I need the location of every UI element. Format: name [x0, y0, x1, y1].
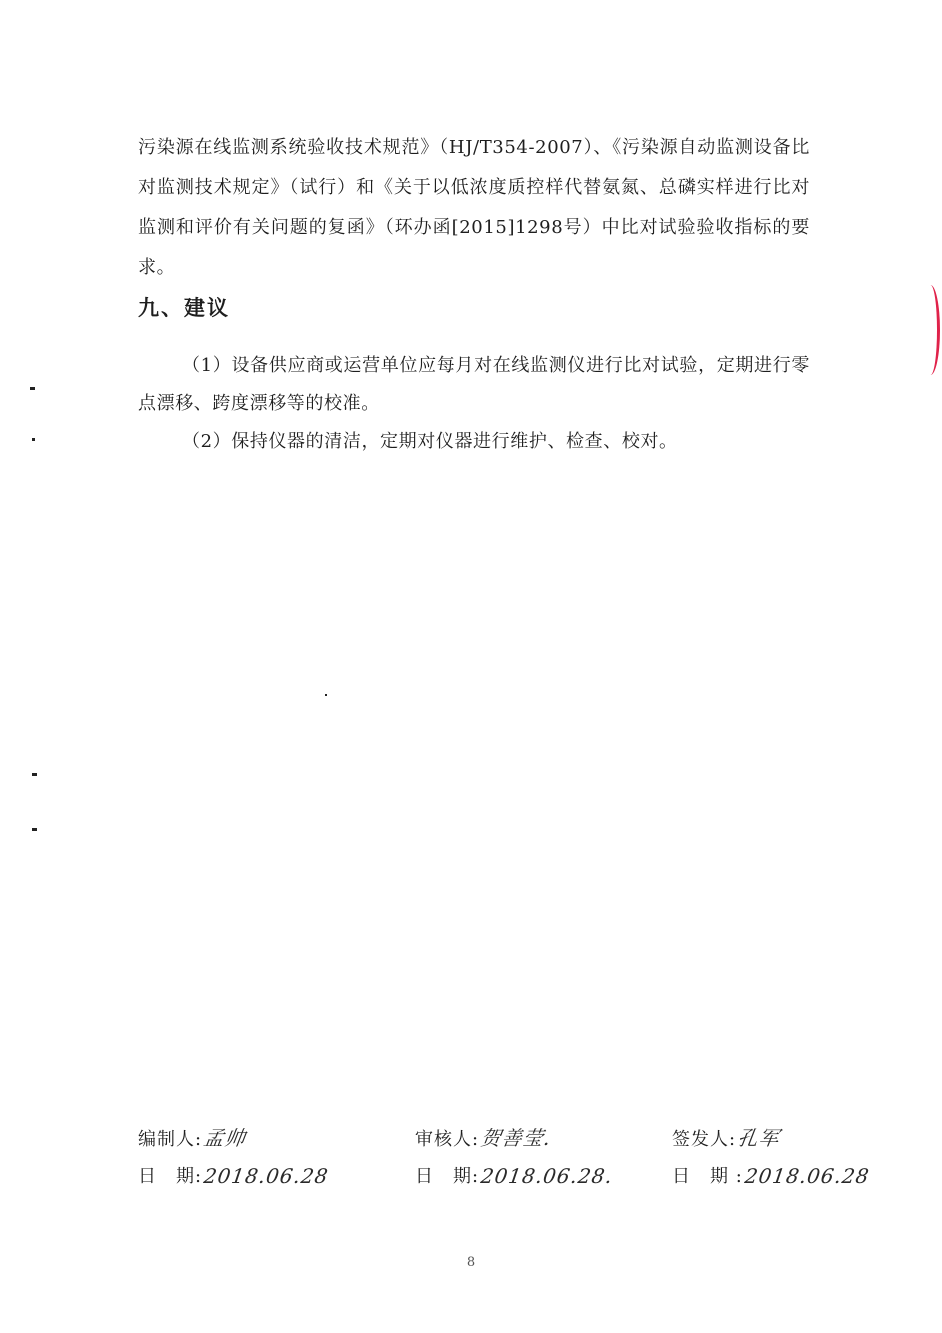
- scan-speck: [32, 773, 37, 776]
- scan-speck: [30, 387, 35, 390]
- scan-speck: [32, 828, 37, 831]
- recommendation-1: （1）设备供应商或运营单位应每月对在线监测仪进行比对试验，定期进行零点漂移、跨度漂移等的校准。: [138, 355, 810, 414]
- reviewer-date-row: [415, 1162, 613, 1188]
- page-number: 8: [466, 1255, 476, 1270]
- issuer-label: 签发人:: [672, 1129, 737, 1150]
- section-heading: 九、建议: [138, 296, 230, 320]
- reviewer-signature-row: [415, 1122, 551, 1151]
- compiler-handwritten-date: 2018.06.28: [202, 1164, 331, 1188]
- issuer-handwritten-name: 孔军: [736, 1126, 782, 1150]
- issuer-date-label: 日 期 :: [672, 1166, 743, 1187]
- red-edge-mark: [921, 285, 940, 375]
- compiler-signature-row: [138, 1122, 246, 1151]
- reviewer-handwritten-name: 贺善莹.: [479, 1126, 553, 1150]
- compiler-label: 编制人:: [138, 1129, 203, 1150]
- reviewer-label: 审核人:: [415, 1129, 480, 1150]
- scan-speck: [32, 438, 35, 441]
- compiler-handwritten-name: 孟帅: [202, 1126, 248, 1150]
- recommendation-2: （2）保持仪器的清洁，定期对仪器进行维护、检查、校对。: [182, 431, 678, 452]
- reviewer-date-label: 日 期:: [415, 1166, 480, 1187]
- body-paragraph: 污染源在线监测系统验收技术规范》（HJ/T354-2007）、《污染源自动监测设备比对监测技术规定》（试行）和《关于以低浓度质控样代替氨氮、总磷实样进行比对监测和评价有关问题的复函》（环办函[2015]1298号）中比对试验验收指标的要求。: [138, 137, 810, 278]
- reviewer-handwritten-date: 2018.06.28.: [479, 1164, 615, 1188]
- issuer-date-row: [672, 1162, 869, 1188]
- compiler-date-label: 日 期:: [138, 1166, 203, 1187]
- issuer-signature-row: [672, 1122, 780, 1151]
- scan-speck: [325, 694, 327, 696]
- issuer-handwritten-date: 2018.06.28: [743, 1164, 871, 1188]
- compiler-date-row: [138, 1162, 329, 1188]
